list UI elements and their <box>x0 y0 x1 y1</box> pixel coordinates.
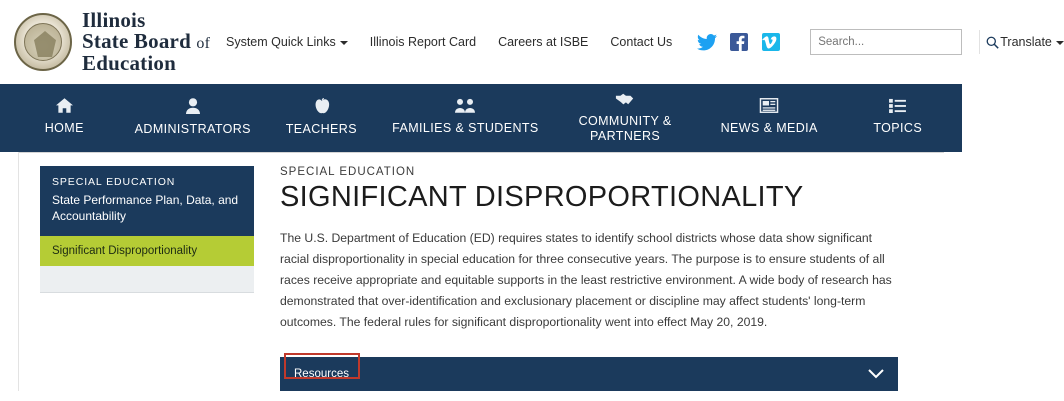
nav-label-news-media: NEWS & MEDIA <box>720 121 818 136</box>
page-content <box>0 152 962 391</box>
sidebar-card <box>40 166 254 293</box>
apple-icon <box>313 98 330 117</box>
nav-label-families-students: FAMILIES & STUDENTS <box>392 121 539 136</box>
logo-wordmark <box>82 7 211 75</box>
logo-line-1: Illinois <box>82 7 146 32</box>
utility-nav <box>226 29 1064 55</box>
utility-link-contact-us[interactable]: Contact Us <box>610 35 673 49</box>
intro-paragraph: The U.S. Department of Education (ED) requires states to identify school districts whose data show significant racial disproportionality in special education for three consecutive years. The purpose is to ensure students of all races receive appropriate and equitable supports in the least restrictive environment. A wide body of research has demonstrated that over-identification and exclusionary placement or discipline may affect students' long-term outcomes. The federal rules for significant disproportionality went into effect May 20, 2019. <box>280 231 892 330</box>
chevron-down-icon <box>340 41 348 45</box>
nav-label-community-partners: COMMUNITY & PARTNERS <box>578 114 672 143</box>
page-title: SIGNIFICANT DISPROPORTIONALITY <box>280 181 804 213</box>
logo-line-2: State Board of <box>82 29 211 54</box>
nav-item-community-partners[interactable] <box>545 84 705 152</box>
chevron-down-icon <box>1056 41 1064 45</box>
nav-item-teachers[interactable] <box>257 84 386 152</box>
nav-label-administrators: ADMINISTRATORS <box>134 121 251 136</box>
sidebar-eyebrow: SPECIAL EDUCATION <box>52 176 176 188</box>
home-icon <box>56 98 73 116</box>
page-eyebrow: SPECIAL EDUCATION <box>280 166 416 178</box>
translate-menu[interactable]: Translate <box>1000 35 1064 49</box>
handshake-icon <box>615 91 635 109</box>
content-left-rail <box>18 152 19 391</box>
nav-item-news-media[interactable] <box>705 84 834 152</box>
sidebar-filler <box>40 266 254 292</box>
primary-nav <box>0 84 962 152</box>
utility-link-careers-at-isbe[interactable]: Careers at ISBE <box>498 35 589 49</box>
sidebar-item-significant-disproportionality[interactable]: Significant Disproportionality <box>40 236 254 266</box>
list-icon <box>889 98 906 116</box>
nav-label-topics: TOPICS <box>873 121 923 136</box>
site-logo[interactable] <box>14 7 214 75</box>
nav-item-administrators[interactable] <box>129 84 258 152</box>
accordion-resources[interactable] <box>280 357 898 391</box>
content-top-divider <box>18 152 944 153</box>
search-icon <box>986 36 999 49</box>
chevron-down-icon[interactable] <box>868 367 884 381</box>
newspaper-icon <box>760 98 778 116</box>
search-box[interactable] <box>810 29 962 55</box>
search-input[interactable] <box>811 30 979 54</box>
nav-item-topics[interactable] <box>833 84 962 152</box>
main-column <box>254 166 944 391</box>
illinois-state-seal-icon <box>14 13 72 71</box>
user-icon <box>186 98 200 117</box>
sidebar-title: State Performance Plan, Data, and Accountability <box>52 193 239 224</box>
sidebar-header <box>40 166 254 236</box>
social-links <box>696 31 782 53</box>
utility-link-system-quick-links[interactable]: System Quick Links <box>226 35 348 49</box>
family-icon <box>455 98 475 116</box>
utility-link-illinois-report-card[interactable]: Illinois Report Card <box>369 35 477 49</box>
nav-item-home[interactable] <box>0 84 129 152</box>
site-header <box>0 0 1052 84</box>
nav-label-teachers: TEACHERS <box>285 121 357 136</box>
nav-item-families-students[interactable] <box>386 84 546 152</box>
twitter-icon[interactable] <box>696 31 718 53</box>
logo-line-3: Education <box>82 50 176 75</box>
accordion-label-resources: Resources <box>294 368 349 381</box>
sidebar <box>40 166 254 391</box>
vimeo-icon[interactable] <box>760 31 782 53</box>
nav-label-home: HOME <box>44 121 84 136</box>
facebook-icon[interactable] <box>728 31 750 53</box>
